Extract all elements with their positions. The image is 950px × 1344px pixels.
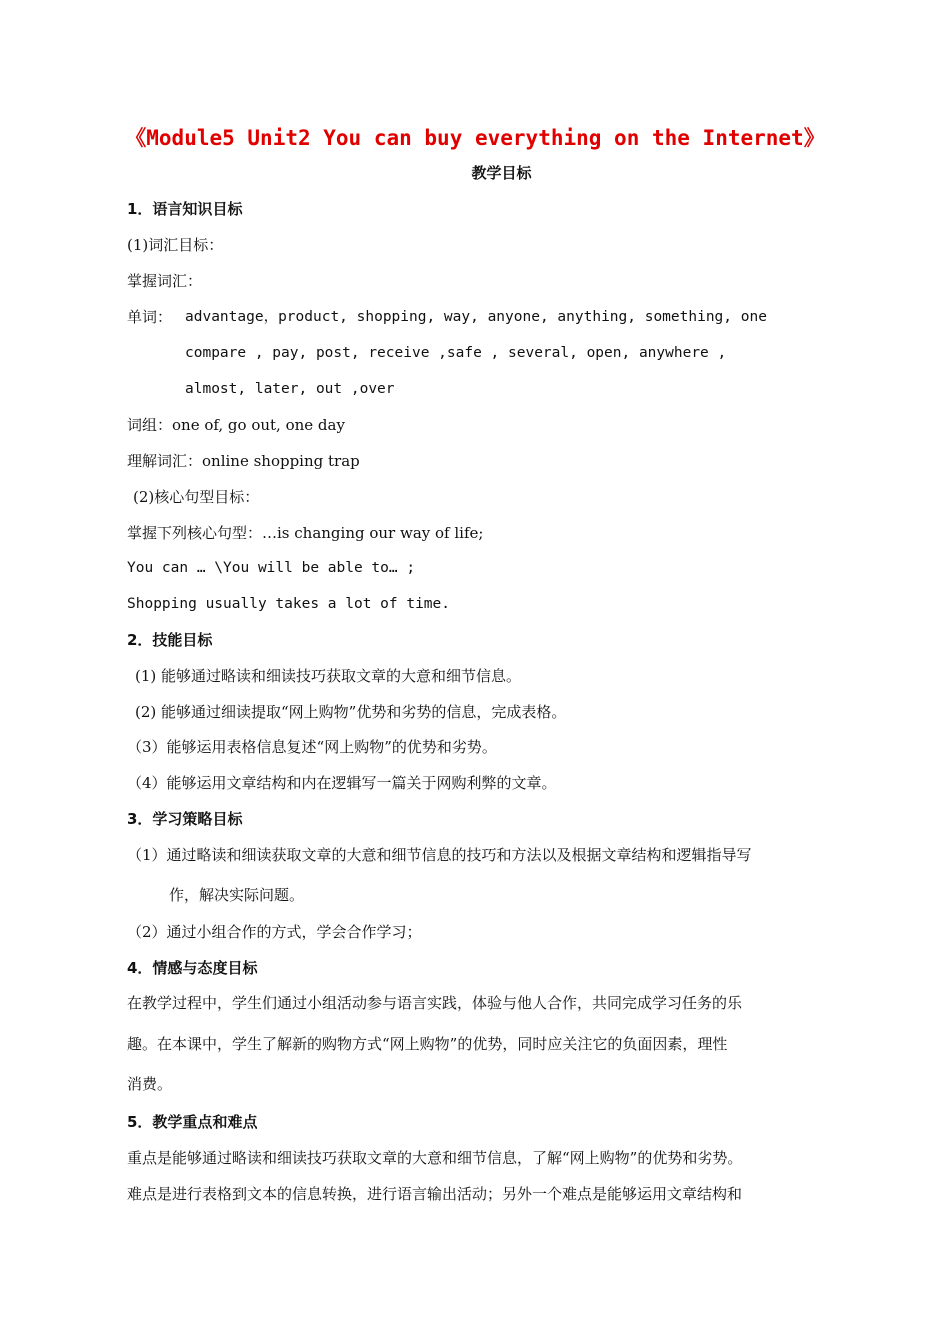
section3-heading: 3．学习策略目标 — [127, 810, 243, 828]
document-subtitle: 教学目标 — [471, 164, 532, 182]
key-points-line-2: 难点是进行表格到文本的信息转换，进行语言输出活动；另外一个难点是能够运用文章结构和 — [127, 1185, 743, 1203]
attitude-line-3: 消费。 — [127, 1075, 173, 1093]
sentence-heading: (2)核心句型目标： — [133, 488, 260, 506]
vocab-heading: (1)词汇目标： — [127, 236, 224, 254]
words-label: 单词： — [127, 308, 173, 326]
strategy-item-1-line-1: （1）通过略读和细读获取文章的大意和细节信息的技巧和方法以及根据文章结构和逻辑指导写 — [127, 846, 752, 864]
skill-item-2: (2) 能够通过细读提取“网上购物”优势和劣势的信息，完成表格。 — [135, 703, 567, 721]
master-vocab-label: 掌握词汇： — [127, 272, 203, 290]
skill-item-3: （3）能够运用表格信息复述“网上购物”的优势和劣势。 — [127, 738, 497, 756]
attitude-line-2: 趣。在本课中，学生了解新的购物方式“网上购物”的优势，同时应关注它的负面因素，理性 — [127, 1035, 728, 1053]
attitude-line-1: 在教学过程中，学生们通过小组活动参与语言实践，体验与他人合作，共同完成学习任务的乐 — [127, 994, 743, 1012]
section2-heading: 2．技能目标 — [127, 631, 213, 649]
strategy-item-2: （2）通过小组合作的方式，学会合作学习； — [127, 923, 422, 941]
sentence-line-3: Shopping usually takes a lot of time. — [127, 596, 451, 612]
section5-heading: 5．教学重点和难点 — [127, 1113, 258, 1131]
key-points-line-1: 重点是能够通过略读和细读技巧获取文章的大意和细节信息，了解“网上购物”的优势和劣势。 — [127, 1149, 743, 1167]
words-line-2: compare , pay, post, receive ,safe , several, open, anywhere , — [185, 345, 727, 361]
section1-heading: 1．语言知识目标 — [127, 200, 243, 218]
section4-heading: 4．情感与态度目标 — [127, 959, 258, 977]
document-title: 《Module5 Unit2 You can buy everything on the Internet》 — [125, 126, 825, 150]
words-line-3: almost, later, out ,over — [185, 381, 395, 397]
phrases-line: 词组：one of, go out, one day — [127, 416, 345, 434]
words-line-1: advantage，product, shopping, way, anyone, anything, something, one — [185, 309, 767, 325]
sentence-line-1: 掌握下列核心句型：…is changing our way of life; — [127, 524, 484, 542]
skill-item-4: （4）能够运用文章结构和内在逻辑写一篇关于网购利弊的文章。 — [127, 774, 557, 792]
skill-item-1: (1) 能够通过略读和细读技巧获取文章的大意和细节信息。 — [135, 667, 522, 685]
strategy-item-1-line-2: 作，解决实际问题。 — [169, 886, 305, 904]
understand-vocab-line: 理解词汇：online shopping trap — [127, 452, 360, 470]
sentence-line-2: You can … \You will be able to… ; — [127, 560, 416, 576]
